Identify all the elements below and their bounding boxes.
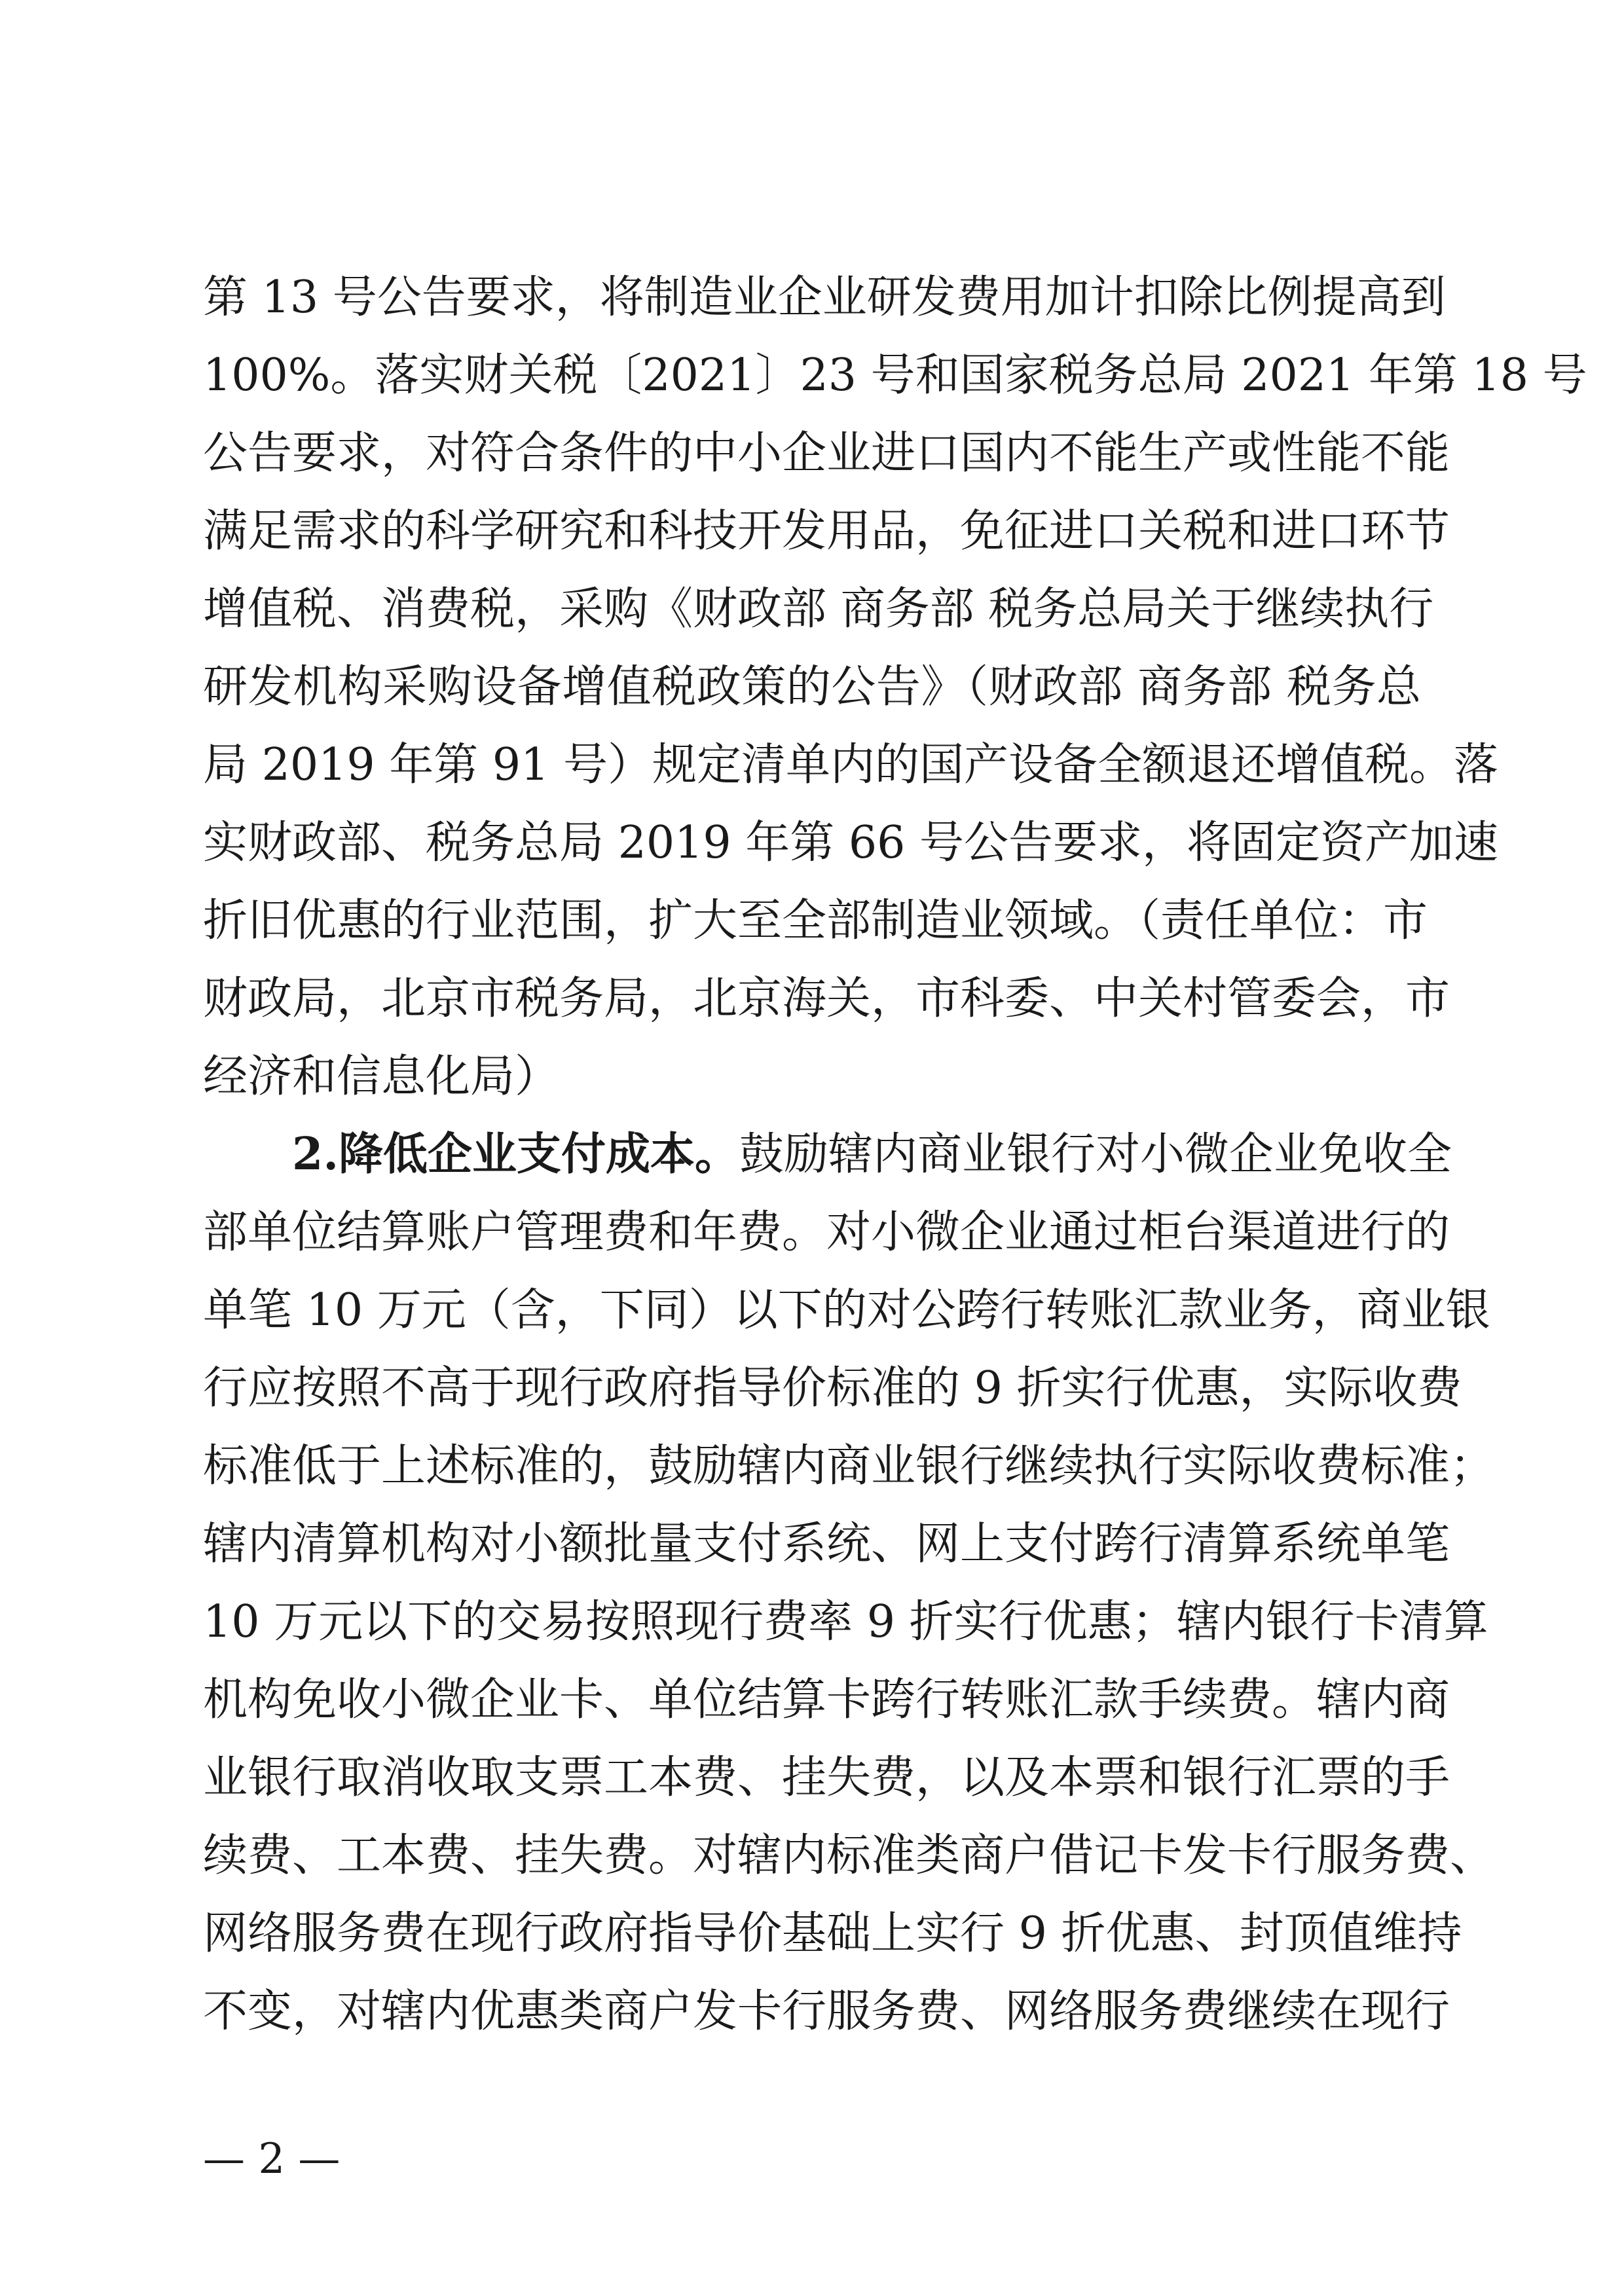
- text-line: 100%。落实财关税〔2021〕23 号和国家税务总局 2021 年第 18 号: [203, 350, 1587, 401]
- text-line: 行应按照不高于现行政府指导价标准的 9 折实行优惠，实际收费: [203, 1362, 1462, 1414]
- text-line: 公告要求，对符合条件的中小企业进口国内不能生产或性能不能: [203, 428, 1450, 479]
- text-line: 满足需求的科学研究和科技开发用品，免征进口关税和进口环节: [203, 505, 1450, 557]
- text-line: 10 万元以下的交易按照现行费率 9 折实行优惠；辖内银行卡清算: [203, 1596, 1488, 1648]
- text-line: 第 13 号公告要求，将制造业企业研发费用加计扣除比例提高到: [203, 272, 1446, 323]
- text-line: 研发机构采购设备增值税政策的公告》（财政部 商务部 税务总: [203, 661, 1421, 713]
- text-line: 实财政部、税务总局 2019 年第 66 号公告要求，将固定资产加速: [203, 817, 1499, 869]
- text-line: 标准低于上述标准的，鼓励辖内商业银行继续执行实际收费标准；: [203, 1440, 1495, 1492]
- text-line: 部单位结算账户管理费和年费。对小微企业通过柜台渠道进行的: [203, 1207, 1450, 1258]
- text-line: 经济和信息化局）: [203, 1051, 560, 1102]
- text-line: 业银行取消收取支票工本费、挂失费，以及本票和银行汇票的手: [203, 1752, 1450, 1804]
- paragraph-payment-cost: [203, 1116, 1495, 2050]
- paragraph-tax-policy: [203, 259, 1587, 1116]
- text-line: 单笔 10 万元（含，下同）以下的对公跨行转账汇款业务，商业银: [203, 1285, 1490, 1336]
- document-body: [203, 259, 1587, 2050]
- section-heading: 2.降低企业支付成本。: [292, 1128, 739, 1180]
- text-line-first: [203, 1116, 1452, 1194]
- text-line: 折旧优惠的行业范围，扩大至全部制造业领域。（责任单位：市: [203, 895, 1428, 947]
- text-line: 机构免收小微企业卡、单位结算卡跨行转账汇款手续费。辖内商: [203, 1674, 1450, 1726]
- text-run: 鼓励辖内商业银行对小微企业免收全: [739, 1129, 1452, 1180]
- text-line: 局 2019 年第 91 号）规定清单内的国产设备全额退还增值税。落: [203, 739, 1499, 791]
- text-line: 续费、工本费、挂失费。对辖内标准类商户借记卡发卡行服务费、: [203, 1830, 1495, 1882]
- text-line: 增值税、消费税，采购《财政部 商务部 税务总局关于继续执行: [203, 583, 1434, 635]
- text-line: 财政局，北京市税务局，北京海关，市科委、中关村管委会，市: [203, 973, 1450, 1025]
- text-line: 不变，对辖内优惠类商户发卡行服务费、网络服务费继续在现行: [203, 1986, 1450, 2037]
- text-line: 辖内清算机构对小额批量支付系统、网上支付跨行清算系统单笔: [203, 1518, 1450, 1570]
- text-line: 网络服务费在现行政府指导价基础上实行 9 折优惠、封顶值维持: [203, 1908, 1462, 1959]
- page-number: — 2 —: [203, 2135, 341, 2183]
